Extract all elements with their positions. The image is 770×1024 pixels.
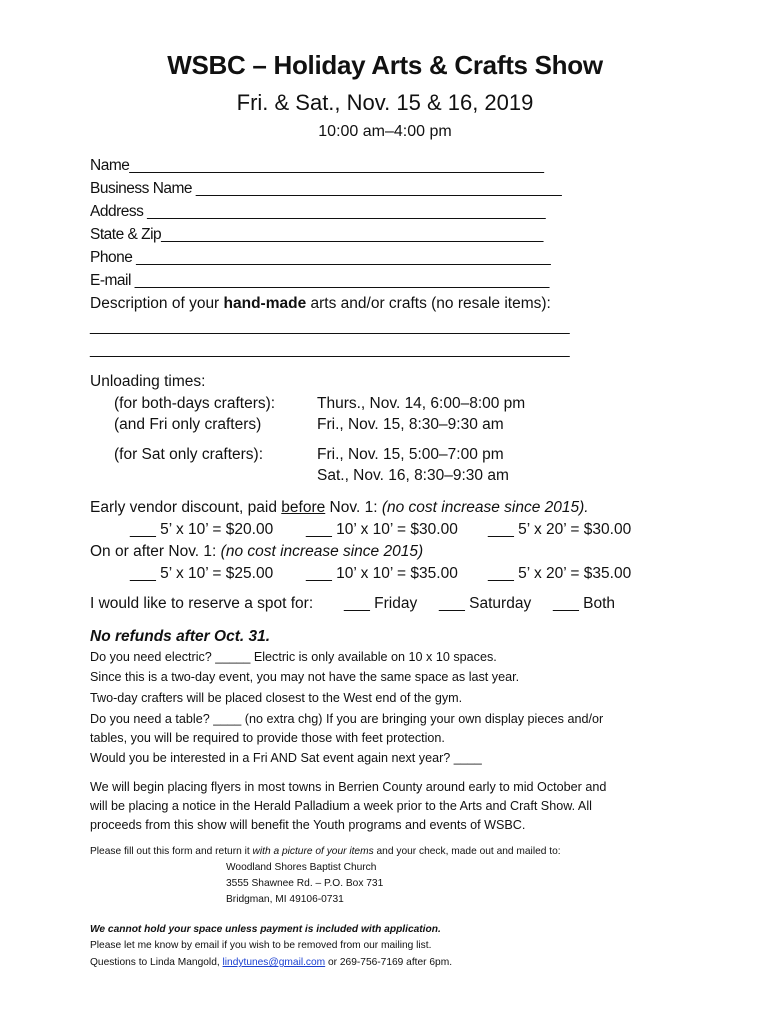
early-option-5x10[interactable]: ___ 5’ x 10’ = $20.00	[130, 521, 274, 538]
mailing-address-line-3: Bridgman, MI 49106-0731	[226, 894, 344, 905]
unloading-sat-label: (for Sat only crafters):	[114, 446, 264, 463]
name-field[interactable]: Name___________________________________________________	[90, 157, 544, 174]
business-name-field[interactable]: Business Name _____________________________________________	[90, 180, 562, 197]
late-pricing-line: On or after Nov. 1: (no cost increase since 2015)	[90, 543, 424, 560]
state-zip-field[interactable]: State & Zip_______________________________________________	[90, 226, 543, 243]
early-option-10x10[interactable]: ___ 10’ x 10’ = $30.00	[306, 521, 458, 538]
flyers-line-3: proceeds from this show will benefit the Youth programs and events of WSBC.	[90, 818, 526, 832]
page-title: WSBC – Holiday Arts & Crafts Show	[167, 50, 603, 80]
electric-question: Do you need electric? _____ Electric is only available on 10 x 10 spaces.	[90, 650, 497, 664]
phone-field[interactable]: Phone ___________________________________________________	[90, 249, 551, 266]
late-option-10x10[interactable]: ___ 10’ x 10’ = $35.00	[306, 565, 458, 582]
event-dates: Fri. & Sat., Nov. 15 & 16, 2019	[236, 90, 534, 115]
event-hours: 10:00 am–4:00 pm	[318, 123, 452, 140]
early-option-5x20[interactable]: ___ 5’ x 20’ = $30.00	[488, 521, 632, 538]
flyers-line-1: We will begin placing flyers in most towns in Berrien County around early to mid October and	[90, 780, 607, 794]
reserve-label: I would like to reserve a spot for:	[90, 595, 314, 612]
reserve-both[interactable]: ___ Both	[553, 595, 616, 612]
description-line-1[interactable]: ___________________________________________________________	[90, 318, 570, 335]
no-refunds-notice: No refunds after Oct. 31.	[90, 628, 271, 645]
unloading-heading: Unloading times:	[90, 373, 206, 390]
reserve-saturday[interactable]: ___ Saturday	[439, 595, 532, 612]
unloading-both-label: (for both-days crafters):	[114, 395, 276, 412]
contact-email-link[interactable]: lindytunes@gmail.com	[222, 957, 326, 968]
two-day-note: Since this is a two-day event, you may not have the same space as last year.	[90, 670, 520, 684]
flyers-line-2: will be placing a notice in the Herald Palladium a week prior to the Arts and Craft Show. All	[90, 799, 592, 813]
mailing-address-line-1: Woodland Shores Baptist Church	[226, 862, 377, 873]
early-discount-line: Early vendor discount, paid before Nov. 1: (no cost increase since 2015).	[90, 499, 589, 516]
reserve-friday[interactable]: ___ Friday	[344, 595, 418, 612]
interest-question: Would you be interested in a Fri AND Sat event again next year? ____	[90, 751, 482, 765]
late-option-5x20[interactable]: ___ 5’ x 20’ = $35.00	[488, 565, 632, 582]
unloading-sat-time-2: Sat., Nov. 16, 8:30–9:30 am	[317, 467, 509, 484]
questions-line: Questions to Linda Mangold, lindytunes@gmail.com or 269-756-7169 after 6pm.	[90, 957, 453, 968]
description-label: Description of your hand-made arts and/or crafts (no resale items):	[90, 295, 551, 312]
table-question-1: Do you need a table? ____ (no extra chg) If you are bringing your own display pieces and/or	[90, 712, 604, 726]
table-question-2: tables, you will be required to provide those with feet protection.	[90, 731, 445, 745]
description-line-2[interactable]: ___________________________________________________________	[90, 341, 570, 358]
mailing-address-line-2: 3555 Shawnee Rd. – P.O. Box 731	[226, 878, 384, 889]
unloading-fri-label: (and Fri only crafters)	[114, 416, 262, 433]
unloading-sat-time-1: Fri., Nov. 15, 5:00–7:00 pm	[317, 446, 504, 463]
unloading-fri-time: Fri., Nov. 15, 8:30–9:30 am	[317, 416, 504, 433]
unloading-both-time: Thurs., Nov. 14, 6:00–8:00 pm	[317, 395, 526, 412]
email-field[interactable]: E-mail ___________________________________________________	[90, 272, 549, 289]
mailing-instructions: Please fill out this form and return it with a picture of your items and your check, made out and mailed to:	[90, 846, 561, 857]
late-option-5x10[interactable]: ___ 5’ x 10’ = $25.00	[130, 565, 274, 582]
payment-warning: We cannot hold your space unless payment is included with application.	[90, 924, 441, 935]
mailing-list-note: Please let me know by email if you wish to be removed from our mailing list.	[90, 940, 432, 951]
address-field[interactable]: Address _________________________________________________	[90, 203, 546, 220]
placement-note: Two-day crafters will be placed closest to the West end of the gym.	[90, 691, 463, 705]
